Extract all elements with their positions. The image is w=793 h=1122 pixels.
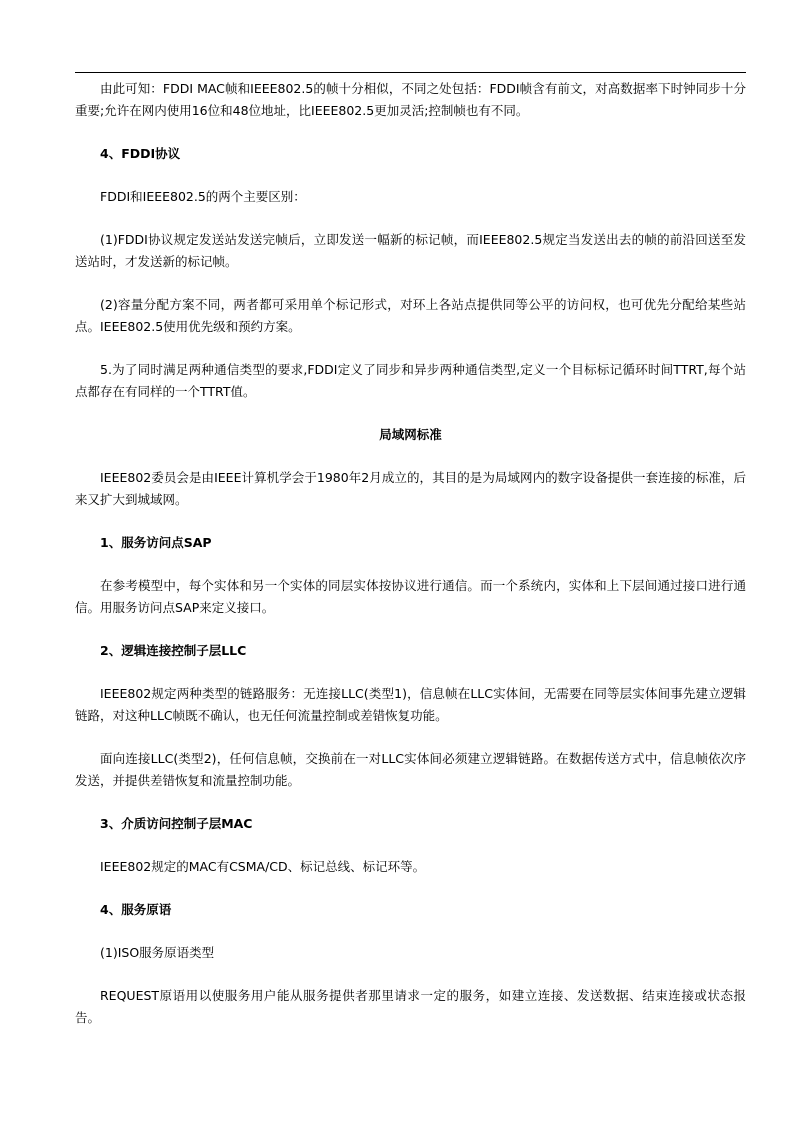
heading-fddi-protocol: 4、FDDI协议	[100, 146, 181, 161]
heading-service-primitives: 4、服务原语	[100, 902, 172, 917]
paragraph-ieee802-committee: IEEE802委员会是由IEEE计算机学会于1980年2月成立的，其目的是为局域网内的数字设备提供一套连接的标准，后来又扩大到城域网。	[75, 470, 746, 507]
paragraph-connection-oriented-llc: 面向连接LLC(类型2)，任何信息帧，交换前在一对LLC实体间必须建立逻辑链路。在数据传送方式中，信息帧依次序发送，并提供差错恢复和流量控制功能。	[75, 751, 746, 788]
paragraph-two-differences: FDDI和IEEE802.5的两个主要区别：	[100, 189, 306, 204]
paragraph-iso-primitive-types: (1)ISO服务原语类型	[100, 945, 215, 960]
paragraph-reference-model: 在参考模型中，每个实体和另一个实体的同层实体按协议进行通信。而一个系统内，实体和上下层间通过接口进行通信。用服务访问点SAP来定义接口。	[75, 578, 746, 615]
paragraph-mac-types: IEEE802规定的MAC有CSMA/CD、标记总线、标记环等。	[100, 859, 426, 874]
section-title-lan-standard: 局域网标准	[379, 427, 442, 442]
header-rule	[75, 72, 746, 73]
heading-mac: 3、介质访问控制子层MAC	[100, 816, 253, 831]
paragraph-ttrt: 5.为了同时满足两种通信类型的要求,FDDI定义了同步和异步两种通信类型,定义一个目标标记循环时间TTRT,每个站点都存在有同样的一个TTRT值。	[75, 362, 746, 399]
paragraph-difference-2: (2)容量分配方案不同，两者都可采用单个标记形式，对环上各站点提供同等公平的访问权，也可优先分配给某些站点。IEEE802.5使用优先级和预约方案。	[75, 297, 746, 334]
paragraph-connectionless-llc: IEEE802规定两种类型的链路服务：无连接LLC(类型1)，信息帧在LLC实体间，无需要在同等层实体间事先建立逻辑链路，对这种LLC帧既不确认，也无任何流量控制或差错恢复功能。	[75, 686, 746, 723]
heading-llc: 2、逻辑连接控制子层LLC	[100, 643, 247, 658]
document-body	[75, 78, 746, 1029]
heading-sap: 1、服务访问点SAP	[100, 535, 212, 550]
paragraph-request-primitive: REQUEST原语用以使服务用户能从服务提供者那里请求一定的服务，如建立连接、发送数据、结束连接或状态报告。	[75, 988, 746, 1025]
paragraph-fddi-mac-comparison: 由此可知：FDDI MAC帧和IEEE802.5的帧十分相似，不同之处包括：FDDI帧含有前文，对高数据率下时钟同步十分重要;允许在网内使用16位和48位地址，比IEEE802.5更加灵活;控制帧也有不同。	[75, 81, 746, 118]
paragraph-difference-1: (1)FDDI协议规定发送站发送完帧后，立即发送一幅新的标记帧，而IEEE802.5规定当发送出去的帧的前沿回送至发送站时，才发送新的标记帧。	[75, 232, 746, 269]
